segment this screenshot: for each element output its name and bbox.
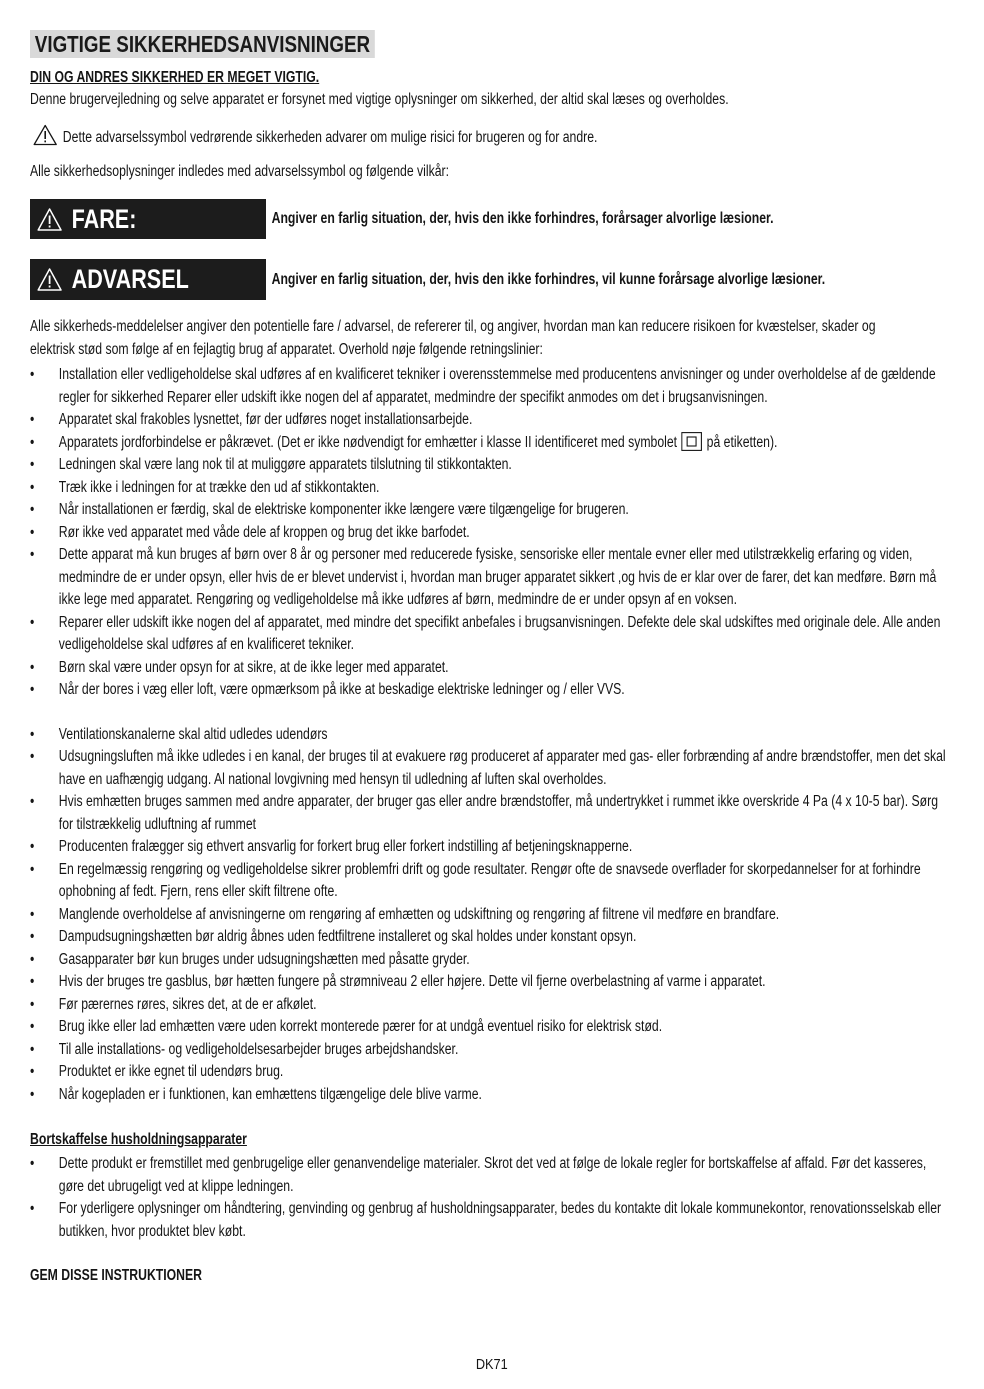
list-item-text: Hvis der bruges tre gasblus, bør hætten fungere på strømniveau 2 eller højere. Dette vil fjerne overbelastning af varme i apparatet. (58, 973, 766, 990)
list-item-text: Når der bores i væg eller loft, være opmærksom på ikke at beskadige elektriske ledninger og / eller VVS. (58, 681, 625, 698)
list-item (30, 409, 955, 432)
bullet-marker: • (30, 411, 35, 428)
list-item (30, 432, 955, 455)
list-item-text: Gasapparater bør kun bruges under udsugningshætten med påsatte gryder. (58, 950, 470, 968)
list-item (30, 612, 955, 657)
list-item-text: Apparatets jordforbindelse er påkrævet. (Det er ikke nødvendigt for emhætter i klasse II identificeret med symbolet (58, 433, 678, 451)
bullet-marker: • (30, 681, 35, 698)
list-item-text: Træk ikke i ledningen for at trække den ud af stikkontakten. (58, 478, 380, 496)
bullet-marker: • (30, 793, 35, 810)
list-item-text: Når installationen er færdig, skal de elektriske komponenter ikke længere være tilgængelige for brugeren. (58, 501, 629, 518)
list-item (30, 364, 955, 409)
list-item (30, 904, 955, 927)
list-item-text: Ventilationskanalerne skal altid udledes udendørs (58, 725, 328, 743)
list-item-text: Dampudsugningshætten bør aldrig åbnes uden fedtfiltrene installeret og skal holdes under konstant opsyn. (58, 928, 637, 945)
list-item-text: Installation eller vedligeholdelse skal udføres af en kvalificeret tekniker i overensstemmelse med producentens anvisninger og under overholdelse af de gældende regler for sikkerhed Reparer eller udskift ikke nogen del af apparatet, medmindre der specifikt anmodes om det i brugsanvisningen. (58, 366, 936, 406)
list-item (30, 1153, 955, 1198)
list-item-text: Til alle installations- og vedligeholdelsesarbejder bruges arbejdshandsker. (58, 1040, 459, 1058)
bullet-marker: • (30, 1040, 35, 1058)
bullet-marker: • (30, 546, 35, 563)
list-item (30, 791, 955, 836)
list-item (30, 477, 955, 500)
list-item-text: Producenten fralægger sig ethvert ansvarlig for forkert brug eller forkert indstilling af betjeningsknapperne. (58, 838, 633, 855)
list-item (30, 836, 955, 859)
bullet-marker: • (30, 1085, 35, 1103)
list-item (30, 1198, 955, 1243)
bullet-marker: • (30, 748, 35, 765)
list-item-text: Når kogepladen er i funktionen, kan emhættens tilgængelige dele blive varme. (58, 1085, 482, 1103)
warning-signal-row (30, 259, 955, 300)
bullet-marker: • (30, 725, 35, 743)
page-title: VIGTIGE SIKKERHEDSANVISNINGER (30, 30, 375, 58)
list-item (30, 724, 955, 747)
list-item (30, 949, 955, 972)
list-item (30, 499, 955, 522)
bullet-marker: • (30, 658, 35, 676)
list-item (30, 746, 955, 791)
warning-symbol-text: Dette advarselssymbol vedrørende sikkerheden advarer om mulige risici for brugeren og for andre. (62, 129, 598, 146)
list-item (30, 1039, 955, 1062)
disposal-heading: Bortskaffelse husholdningsapparater (30, 1131, 247, 1148)
class-ii-symbol-icon (681, 432, 702, 451)
title-block (30, 30, 955, 58)
list-item (30, 522, 955, 545)
bullet-marker: • (30, 456, 35, 473)
safety-list-general (30, 364, 955, 702)
conditions-text: Alle sikkerhedsoplysninger indledes med advarselssymbol og følgende vilkår: (30, 163, 450, 180)
list-item-text: For yderligere oplysninger om håndtering, genvinding og genbrug af husholdningsapparater, bedes du kontakte dit lokale kommunekontor, renovationsselskab eller butikken, hvor produktet blev købt. (58, 1200, 942, 1240)
bullet-marker: • (30, 950, 35, 968)
bullet-marker: • (30, 973, 35, 990)
danger-description: Angiver en farlig situation, der, hvis den ikke forhindres, forårsager alvorlige læsioner. (271, 210, 774, 227)
list-item-text: Hvis emhætten bruges sammen med andre apparater, der bruger gas eller andre brændstoffer, må undertrykket i rummet ikke overskride 4 Pa (4 x 10-5 bar). Sørg for tilstrækkelig udluftning af rummet (58, 793, 939, 833)
guidelines-text: Alle sikkerheds-meddelelser angiver den potentielle fare / advarsel, de refererer til, og angiver, hvordan man kan reducere risikoen for kvæstelser, skader og elektrisk stød som følge af en fejlagtig brug af apparatet. Overhold nøje følgende retningslinier: (30, 318, 876, 358)
bullet-marker: • (30, 860, 35, 878)
bullet-marker: • (30, 905, 35, 923)
list-item-text: Reparer eller udskift ikke nogen del af apparatet, med mindre det specifikt anbefales i brugsanvisningen. Defekte dele skal udskiftes med originale dele. Alle anden vedligeholdelse skal udføres af en kvalificeret tekniker. (58, 613, 941, 653)
list-item-text: Børn skal være under opsyn for at sikre, at de ikke leger med apparatet. (58, 658, 449, 676)
danger-label-box (30, 199, 266, 239)
list-item-text: Rør ikke ved apparatet med våde dele af kroppen og brug det ikke barfodet. (58, 523, 470, 541)
bullet-marker: • (30, 1200, 35, 1217)
list-item-text: Brug ikke eller lad emhætten være uden korrekt monterede pærer for at undgå eventuel risiko for elektrisk stød. (58, 1018, 663, 1035)
warning-triangle-icon (37, 207, 62, 232)
bullet-marker: • (30, 433, 35, 451)
bullet-marker: • (30, 523, 35, 541)
list-item (30, 544, 955, 612)
bullet-marker: • (30, 613, 35, 631)
list-item (30, 971, 955, 994)
list-item (30, 1016, 955, 1039)
list-item (30, 454, 955, 477)
bullet-marker: • (30, 366, 35, 383)
intro-heading: DIN OG ANDRES SIKKERHED ER MEGET VIGTIG. (30, 69, 320, 86)
warning-label: ADVARSEL (71, 264, 189, 294)
list-item-text: Dette apparat må kun bruges af børn over 8 år og personer med reducerede fysiske, sensoriske eller mentale evner eller med utilstrækkelig erfaring og viden, medmindre de er under opsyn, eller hvis de er blevet undervist i, hvordan man bruger apparatet sikkert ,og hvis de er klar over de farer, det kan medføre. Børn må ikke lege med apparatet. Rengøring og vedligeholdelse må ikke udføres af børn, medmindre de er under opsyn af en voksen. (58, 546, 937, 608)
page-number: DK71 (476, 1356, 508, 1373)
warning-label-box (30, 259, 266, 300)
list-item (30, 679, 955, 702)
page-footer (0, 1356, 984, 1373)
list-item-text: på etiketten). (706, 433, 778, 451)
warning-description: Angiver en farlig situation, der, hvis den ikke forhindres, vil kunne forårsage alvorlige læsioner. (271, 270, 826, 288)
list-item (30, 657, 955, 680)
list-item (30, 926, 955, 949)
list-item-text: Ledningen skal være lang nok til at muliggøre apparatets tilslutning til stikkontakten. (58, 456, 512, 473)
list-item-text: En regelmæssig rengøring og vedligeholdelse sikrer problemfri drift og gode resultater. Rengør ofte de snavsede overflader for skorpedannelser for at forhindre ophobning af fedt. Fjern, rens eller skift filtrene ofte. (58, 860, 921, 900)
list-item-text: Dette produkt er fremstillet med genbrugelige eller genanvendelige materialer. Skrot det ved at følge de lokale regler for bortskaffelse af affald. Før det kasseres, gøre det ubrugeligt ved at klippe ledningen. (58, 1155, 927, 1195)
bullet-marker: • (30, 1018, 35, 1035)
page-content (30, 0, 955, 1288)
list-item (30, 994, 955, 1017)
list-item-text: Før pærernes røres, sikres det, at de er afkølet. (58, 995, 317, 1013)
disposal-list (30, 1153, 955, 1243)
danger-label: FARE: (71, 203, 137, 234)
list-item-text: Apparatet skal frakobles lysnettet, før der udføres noget installationsarbejde. (58, 411, 473, 428)
warning-triangle-icon (33, 124, 57, 146)
closing-text: GEM DISSE INSTRUKTIONER (30, 1267, 203, 1284)
warning-triangle-icon (37, 267, 62, 292)
bullet-marker: • (30, 995, 35, 1013)
bullet-marker: • (30, 1155, 35, 1172)
bullet-marker: • (30, 928, 35, 945)
list-item-text: Produktet er ikke egnet til udendørs brug. (58, 1063, 284, 1080)
list-item (30, 859, 955, 904)
safety-list-hood (30, 724, 955, 1107)
bullet-marker: • (30, 838, 35, 855)
list-item (30, 1084, 955, 1107)
list-item (30, 1061, 955, 1084)
bullet-marker: • (30, 478, 35, 496)
list-item-text: Udsugningsluften må ikke udledes i en kanal, der bruges til at evakuere røg produceret af apparater med gas- eller forbrænding af andre brændstoffer, men det skal have en uafhængig udgang. Al national lovgivning med hensyn til udledning af luften skal overholdes. (58, 748, 946, 788)
intro-text: Denne brugervejledning og selve apparatet er forsynet med vigtige oplysninger om sikkerhed, der altid skal læses og overholdes. (30, 91, 729, 108)
bullet-marker: • (30, 501, 35, 518)
bullet-marker: • (30, 1063, 35, 1080)
list-item-text: Manglende overholdelse af anvisningerne om rengøring af emhætten og udskiftning og rengøring af filtrene vil medføre en brandfare. (58, 905, 780, 923)
warning-symbol-line (30, 123, 955, 149)
danger-signal-row (30, 199, 955, 239)
